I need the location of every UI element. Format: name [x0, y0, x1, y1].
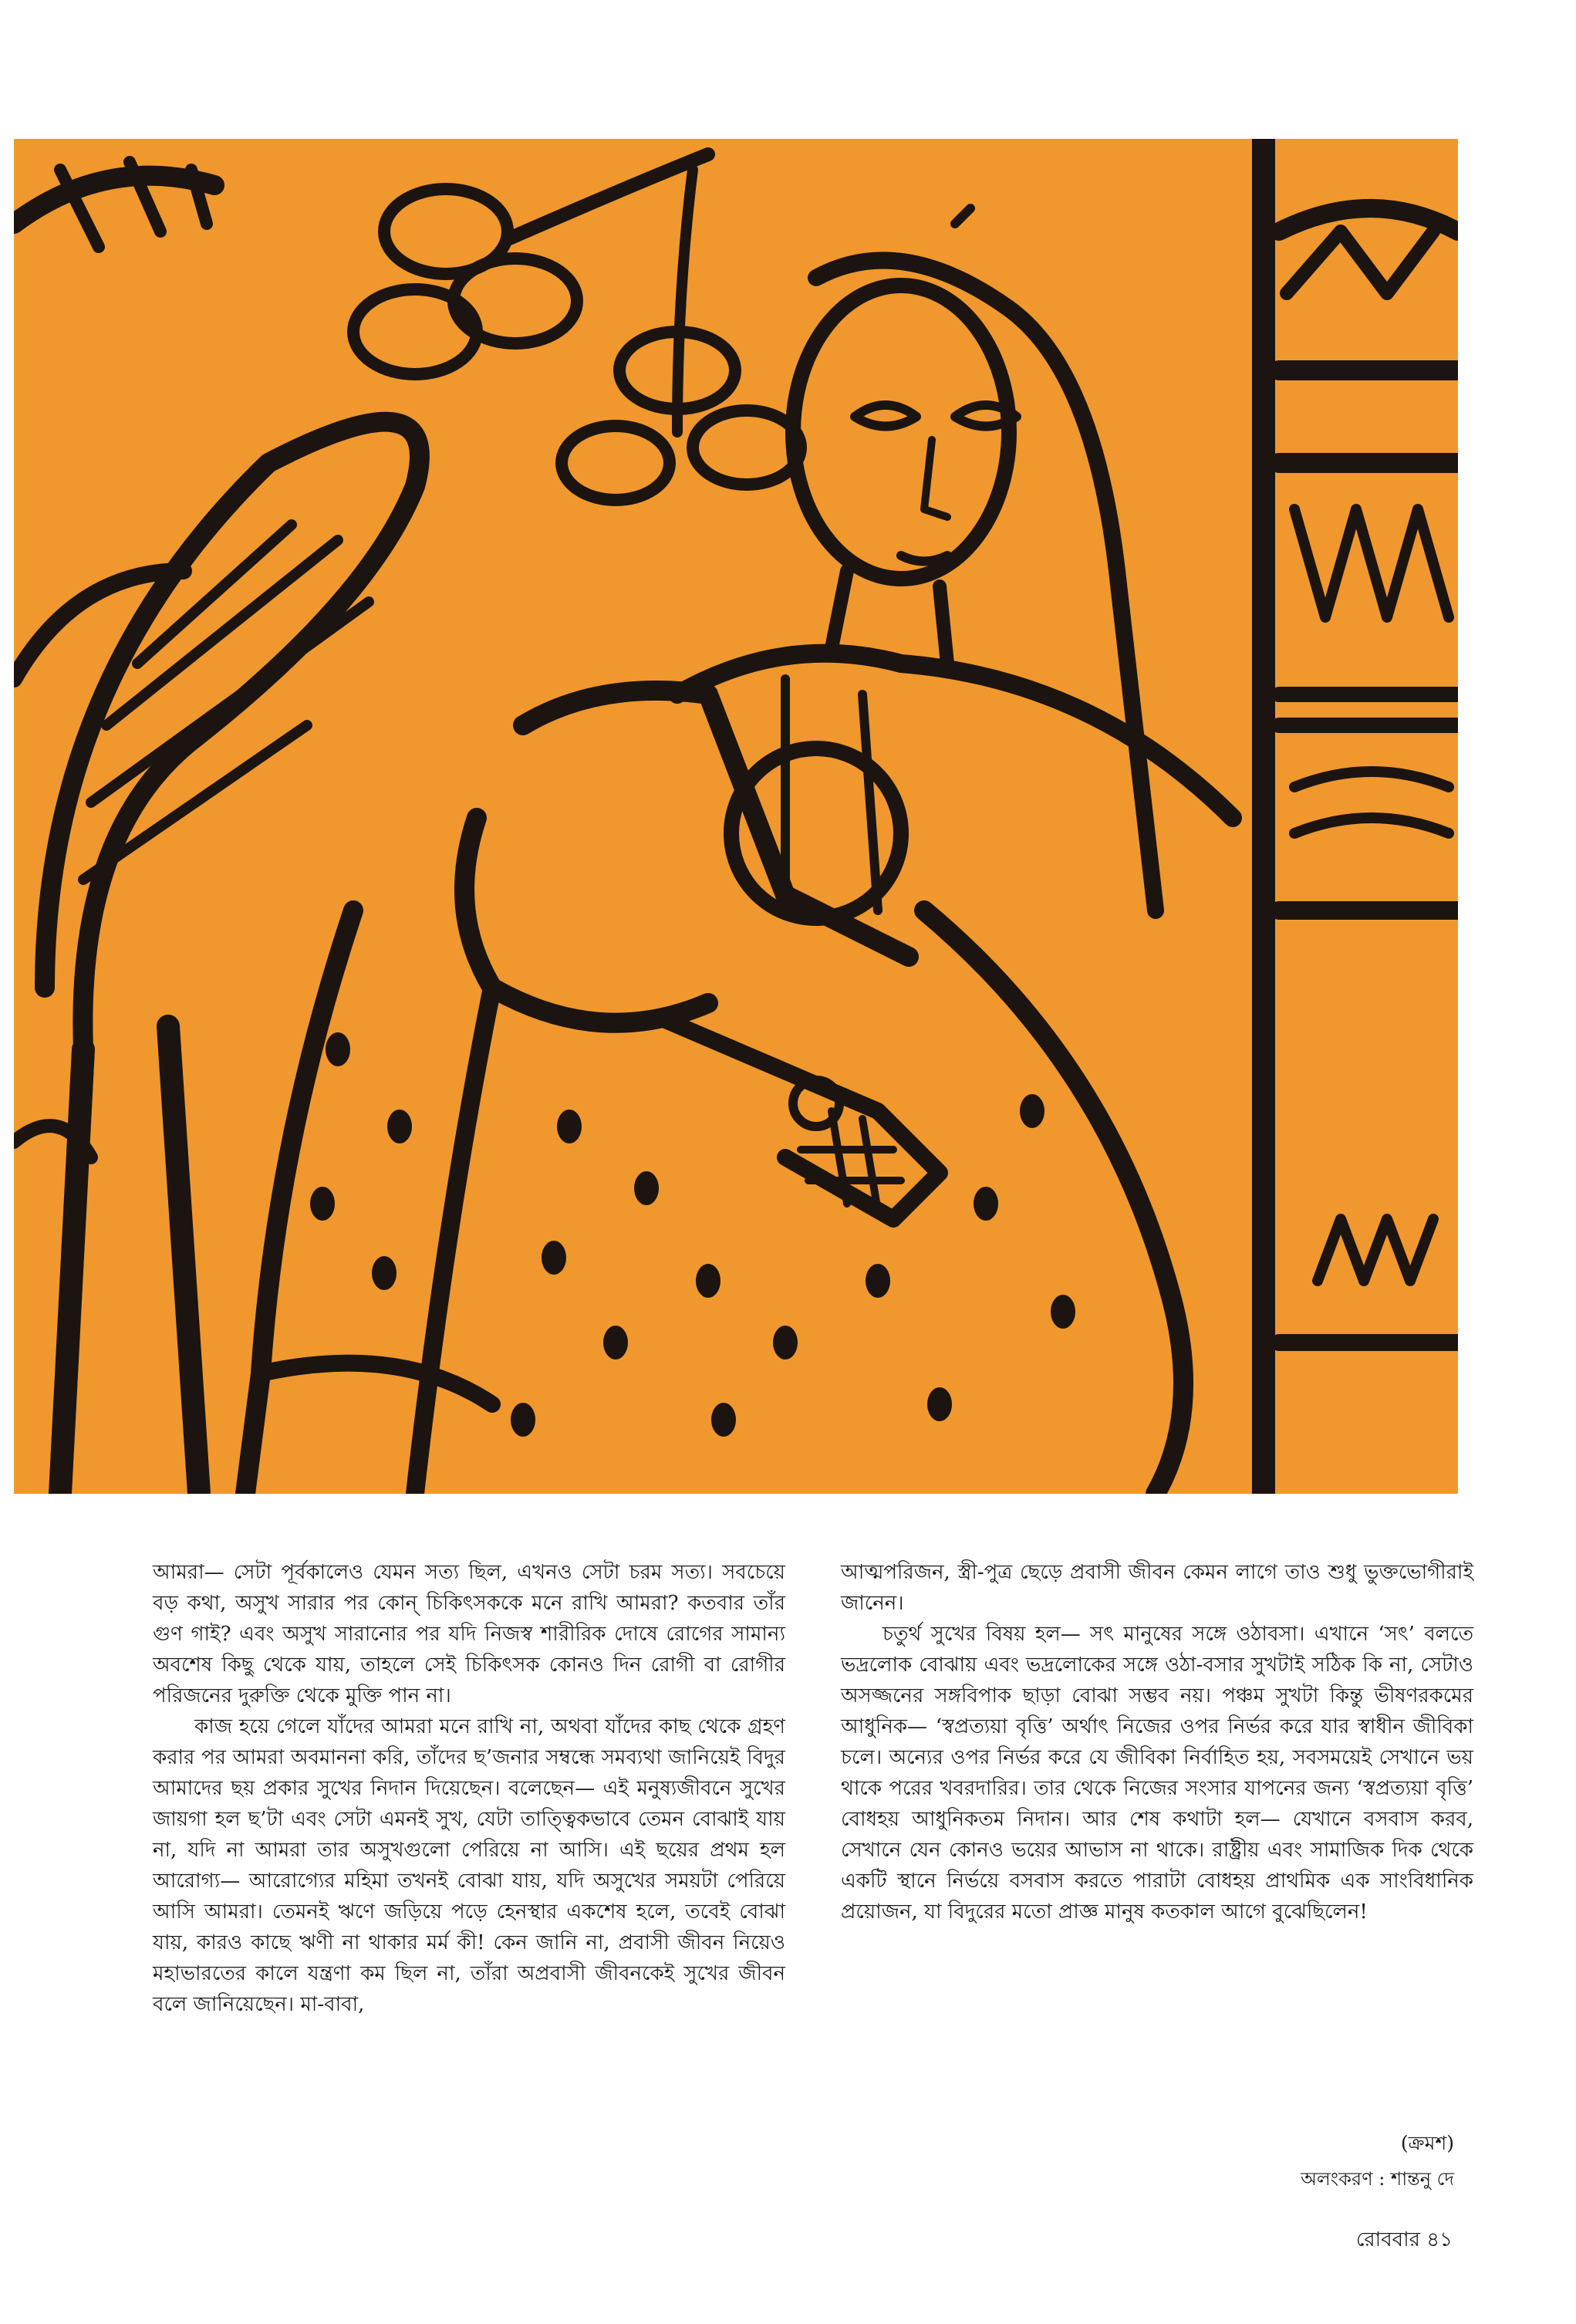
illustration — [14, 139, 1458, 1494]
article-column-left — [153, 1557, 785, 2020]
paragraph: আত্মপরিজন, স্ত্রী-পুত্র ছেড়ে প্রবাসী জীবন কেমন লাগে তাও শুধু ভুক্তভোগীরাই জানেন। — [841, 1561, 1473, 1615]
article-column-right — [841, 1557, 1473, 1927]
paragraph: কাজ হয়ে গেলে যাঁদের আমরা মনে রাখি না, অথবা যাঁদের কাছ থেকে গ্রহণ করার পর আমরা অবমাননা করি, তাঁদের ছ’জনার সম্বন্ধে সমব্যথা জানিয়েই বিদুর আমাদের ছয় প্রকার সুখের নিদান দিয়েছেন। বলেছেন— এই মনুষ্যজীবনে সুখের জায়গা হল ছ’টা এবং সেটা এমনই সুখ, যেটা তাত্ত্বিকভাবে তেমন বোঝাই যায় না, যদি না আমরা তার অসুখগুলো পেরিয়ে না আসি। এই ছয়ের প্রথম হল আরোগ্য— আরোগ্যের মহিমা তখনই বোঝা যায়, যদি অসুখের সময়টা পেরিয়ে আসি আমরা। তেমনই ঋণে জড়িয়ে পড়ে হেনস্থার একশেষ হলে, তবেই বোঝা যায়, কারও কাছে ঋণী না থাকার মর্ম কী! কেন জানি না, প্রবাসী জীবন নিয়েও মহাভারতের কালে যন্ত্রণা কম ছিল না, তাঁরা অপ্রবাসী জীবনকেই সুখের জীবন বলে জানিয়েছেন। মা-বাবা, — [153, 1715, 785, 2016]
paragraph: চতুর্থ সুখের বিষয় হল— সৎ মানুষের সঙ্গে ওঠাবসা। এখানে ‘সৎ’ বলতে ভদ্রলোক বোঝায় এবং ভদ্রলোকের সঙ্গে ওঠা-বসার সুখটাই সঠিক কি না, সেটাও অসজ্জনের সঙ্গবিপাক ছাড়া বোঝা সম্ভব নয়। পঞ্চম সুখটা কিন্তু ভীষণরকমের আধুনিক— ‘স্বপ্রত্যয়া বৃত্তি’ অর্থাৎ নিজের ওপর নির্ভর করে যার স্বাধীন জীবিকা চলে। অন্যের ওপর নির্ভর করে যে জীবিকা নির্বাহিত হয়, সবসময়েই সেখানে ভয় থাকে পরের খবরদারির। তার থেকে নিজের সংসার যাপনের জন্য ‘স্বপ্রত্যয়া বৃত্তি’ বোধহয় আধুনিকতম নিদান। আর শেষ কথাটা হল— যেখানে বসবাস করব, সেখানে যেন কোনও ভয়ের আভাস না থাকে। রাষ্ট্রীয় এবং সামাজিক দিক থেকে একটি স্থানে নির্ভয়ে বসবাস করতে পারাটা বোধহয় প্রাথমিক এক সাংবিধানিক প্রয়োজন, যা বিদুরের মতো প্রাজ্ঞ মানুষ কতকাল আগে বুঝেছিলেন! — [841, 1623, 1473, 1924]
serial-note: (ক্রমশ) — [1400, 2132, 1454, 2154]
woman-illustration-art — [14, 139, 1458, 1494]
illustration-credit: অলংকরণ : শান্তনু দে — [1301, 2168, 1454, 2190]
page-folio: রোববার ৪১ — [1355, 2228, 1453, 2251]
paragraph: আমরা— সেটা পূর্বকালেও যেমন সত্য ছিল, এখনও সেটা চরম সত্য। সবচেয়ে বড় কথা, অসুখ সারার পর কোন্ চিকিৎসককে মনে রাখি আমরা? কতবার তাঁর গুণ গাই? এবং অসুখ সারানোর পর যদি নিজস্ব শারীরিক দোষে রোগের সামান্য অবশেষ কিছু থেকে যায়, তাহলে সেই চিকিৎসক কোনও দিন রোগী বা রোগীর পরিজনের দুরুক্তি থেকে মুক্তি পান না। — [153, 1561, 785, 1708]
